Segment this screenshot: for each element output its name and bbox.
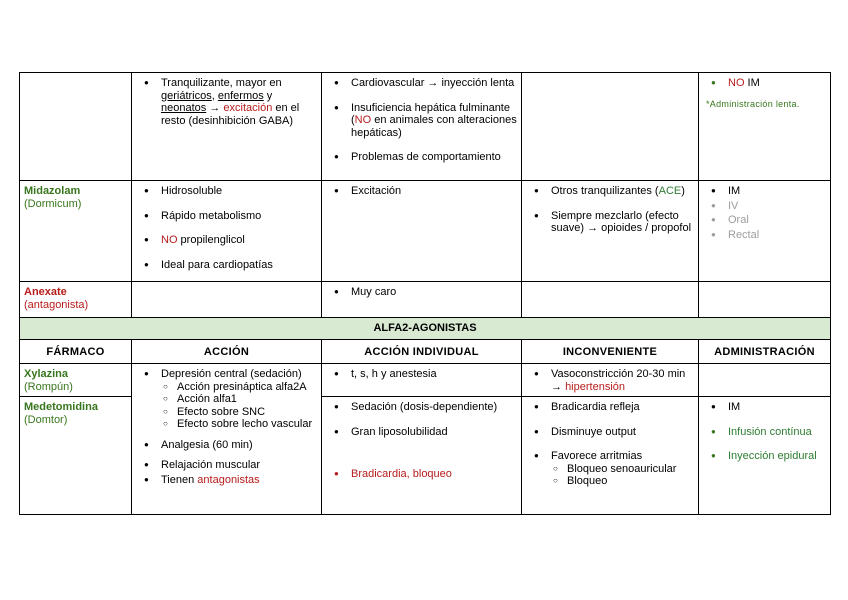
drug-name: Xylazina [24, 368, 69, 380]
drug-name: Anexate [24, 286, 67, 298]
action-cell [132, 181, 322, 282]
admin-cell [699, 73, 831, 181]
individual-cell [322, 282, 522, 318]
drug-cell [20, 73, 132, 181]
list-item: ● Infusión contínua [728, 426, 826, 439]
sub-item: ○ Bloqueo senoauricular [567, 463, 694, 476]
drug-cell [20, 397, 132, 515]
admin-cell [699, 364, 831, 397]
list-item: ● Excitación [351, 185, 517, 198]
section-title: ALFA2-AGONISTAS [20, 318, 831, 340]
column-header: FÁRMACO [20, 339, 132, 364]
column-header: ACCIÓN [132, 339, 322, 364]
action-cell [132, 282, 322, 318]
list-item: ● Rectal [728, 229, 826, 242]
pharmacology-table [19, 72, 831, 515]
sub-item: ○ Efecto sobre lecho vascular [177, 418, 317, 431]
individual-cell [322, 181, 522, 282]
drug-brand: (Dormicum) [24, 197, 82, 210]
list-item: ● Sedación (dosis-dependiente) [351, 401, 517, 414]
sub-item: ○ Bloqueo [567, 475, 694, 488]
list-item: ● Siempre mezclarlo (efecto suave) → opioides / propofol [551, 210, 694, 235]
table-row [20, 181, 831, 282]
list-item: ● Tienen antagonistas [161, 474, 317, 487]
column-header: INCONVENIENTE [522, 339, 699, 364]
drug-cell [20, 181, 132, 282]
list-item: ● Bradicardia, bloqueo [351, 468, 517, 481]
list-item: ● Bradicardia refleja [551, 401, 694, 414]
drug-cell [20, 364, 132, 397]
list-item: ● t, s, h y anestesia [351, 368, 517, 381]
section-header-row [20, 318, 831, 340]
list-item: ● NO propilenglicol [161, 234, 317, 247]
admin-cell [699, 181, 831, 282]
list-item: ● Analgesia (60 min) [161, 439, 317, 452]
inconvenient-cell [522, 181, 699, 282]
table-row [20, 282, 831, 318]
note-text: *Administración lenta. [706, 98, 800, 109]
admin-cell [699, 282, 831, 318]
drug-brand: (Domtor) [24, 413, 68, 426]
individual-cell [322, 364, 522, 397]
drug-name: Midazolam [24, 185, 81, 197]
sub-item: ○ Acción presináptica alfa2A [177, 381, 317, 394]
drug-brand: (Rompún) [24, 380, 73, 393]
list-item: ● IV [728, 200, 826, 213]
list-item: ● Inyección epidural [728, 450, 826, 463]
action-cell [132, 364, 322, 515]
list-item: ● Hidrosoluble [161, 185, 317, 198]
list-item: ● Relajación muscular [161, 459, 317, 472]
inconvenient-cell [522, 282, 699, 318]
list-item: ● Ideal para cardiopatías [161, 259, 317, 272]
list-item: ● Muy caro [351, 286, 517, 299]
list-item: ● Gran liposolubilidad [351, 426, 517, 439]
column-header: ACCIÓN INDIVIDUAL [322, 339, 522, 364]
list-item: ● Problemas de comportamiento [351, 151, 517, 164]
list-item: ● Tranquilizante, mayor en geriátricos, enfermos y neonatos → excitación en el resto (desinhibición GABA) [161, 77, 317, 127]
inconvenient-cell [522, 364, 699, 397]
inconvenient-cell [522, 397, 699, 515]
table-row [20, 364, 831, 397]
drug-brand: (antagonista) [24, 298, 89, 311]
inconvenient-cell [522, 73, 699, 181]
list-item: ● Depresión central (sedación) ○ Acción presináptica alfa2A ○ Acción alfa1 ○ Efecto sobre SNC ○ Efecto sobre lecho vascular [161, 368, 317, 431]
list-item: ● Cardiovascular → inyección lenta [351, 77, 517, 90]
table-row [20, 73, 831, 181]
sub-item: ○ Efecto sobre SNC [177, 406, 317, 419]
individual-cell [322, 397, 522, 515]
list-item: ● Disminuye output [551, 426, 694, 439]
column-header: ADMINISTRACIÓN [699, 339, 831, 364]
column-header-row [20, 339, 831, 364]
list-item: ● NO IM [728, 77, 826, 90]
list-item: ● Rápido metabolismo [161, 210, 317, 223]
drug-cell [20, 282, 132, 318]
list-item: ● Oral [728, 214, 826, 227]
individual-cell [322, 73, 522, 181]
list-item: ● Vasoconstricción 20-30 min → hipertensión [551, 368, 694, 393]
drug-name: Medetomidina [24, 401, 98, 413]
list-item: ● Favorece arritmias ○ Bloqueo senoauricular ○ Bloqueo [551, 450, 694, 488]
action-cell [132, 73, 322, 181]
list-item: ● Otros tranquilizantes (ACE) [551, 185, 694, 198]
sub-item: ○ Acción alfa1 [177, 393, 317, 406]
list-item: ● Insuficiencia hepática fulminante (NO en animales con alteraciones hepáticas) [351, 102, 517, 140]
list-item: ● IM [728, 185, 826, 198]
admin-cell [699, 397, 831, 515]
list-item: ● IM [728, 401, 826, 414]
